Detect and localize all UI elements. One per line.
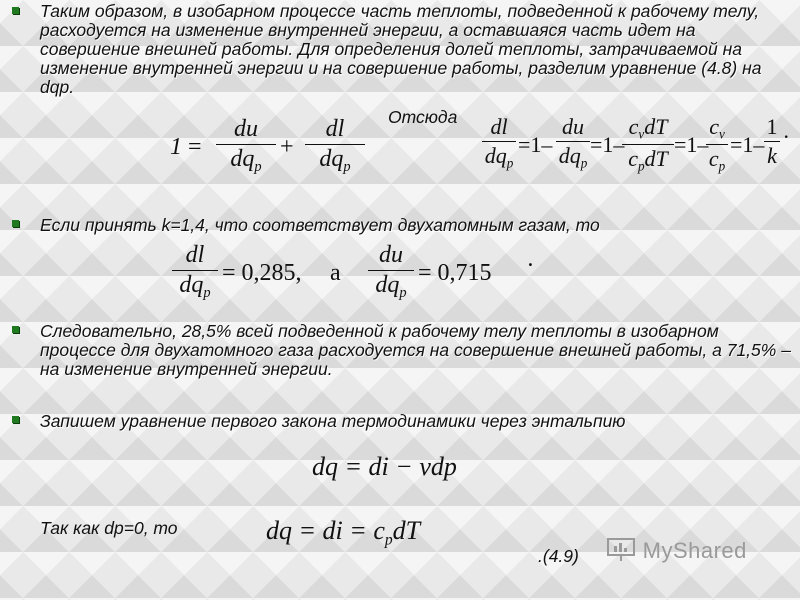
presentation-icon [606,536,636,562]
formula-enthalpy-isobaric: dq = di = $c_pdT$ [266,516,421,549]
fraction-cv-cp: $c_v$ $c_p$ [706,114,728,174]
paragraph-dp-zero: Так как dp=0, то [40,518,178,538]
numerator-dl: dl [325,116,345,142]
period: . [784,118,790,143]
value-0-285: = 0,285, [222,260,302,286]
equals-one-minus: =1– [730,132,765,157]
watermark-logo [606,536,747,564]
fraction-dl-dqp: dl $dq_p$ [172,242,218,302]
formula-one: 1 [170,134,182,160]
fraction-cvdT-cpdT: $c_vdT$ $c_pdT$ [622,114,674,174]
denominator-dqp: $dq_p$ [230,146,262,176]
watermark-text: MyShared [642,538,747,563]
paragraph-conclusion: Следовательно, 28,5% всей подведенной к рабочему телу теплоты в изобарном процессе для двухатомного газа расходуется на совершение внешней работы, а 71,5% – на изменение внутренней энергии. [40,321,791,379]
formula-enthalpy: dq = di − vdp [312,452,457,481]
formula-plus: + [280,134,294,160]
paragraph-enthalpy: Запишем уравнение первого закона термодинамики через энтальпию [40,411,626,431]
formula-heat-split [170,116,375,190]
bullet-3 [12,326,19,333]
numerator-du: du [234,116,258,142]
denominator-dqp: $dq_p$ [319,146,351,176]
formula-equals: = [188,134,202,160]
bullet-2 [12,220,19,227]
equals-one-minus: =1– [590,132,625,157]
fraction-dl-dqp: dl $dq_p$ [482,114,516,172]
fraction-bar [305,144,365,145]
fraction-bar [216,144,276,145]
formula-work-fraction [482,114,794,184]
paragraph-intro: Таким образом, в изобарном процессе часть теплоты, подведенной к рабочему телу, расходуется на изменение внутренней энергии, а оставшаяся часть идет на совершение внешней работы. Для определения долей теплоты, затрачиваемой на изменение внутренней энергии и на совершение работы, разделим уравнение (4.8) на dqр. [40,1,762,97]
equals-one-minus: =1– [518,132,553,157]
equation-number: .(4.9) [538,546,579,566]
formula-diatomic-values [172,242,542,308]
value-0-715: = 0,715 [418,260,492,286]
bullet-4 [12,416,19,423]
period: . [528,246,534,272]
fraction-1-k: 1 k [764,114,780,169]
equals-one-minus: =1– [674,132,709,157]
paragraph-diatomic: Если принять k=1,4, что соответствует двухатомным газам, то [40,215,600,235]
fraction-du-dqp [216,116,276,176]
fraction-du-dqp: du $dq_p$ [368,242,414,302]
bullet-1 [12,7,19,14]
conjunction-a: a [330,260,341,286]
fraction-dl-dqp [305,116,365,176]
paragraph-intro-tail: Отсюда [388,107,458,127]
fraction-du-dqp: du $dq_p$ [556,114,590,172]
